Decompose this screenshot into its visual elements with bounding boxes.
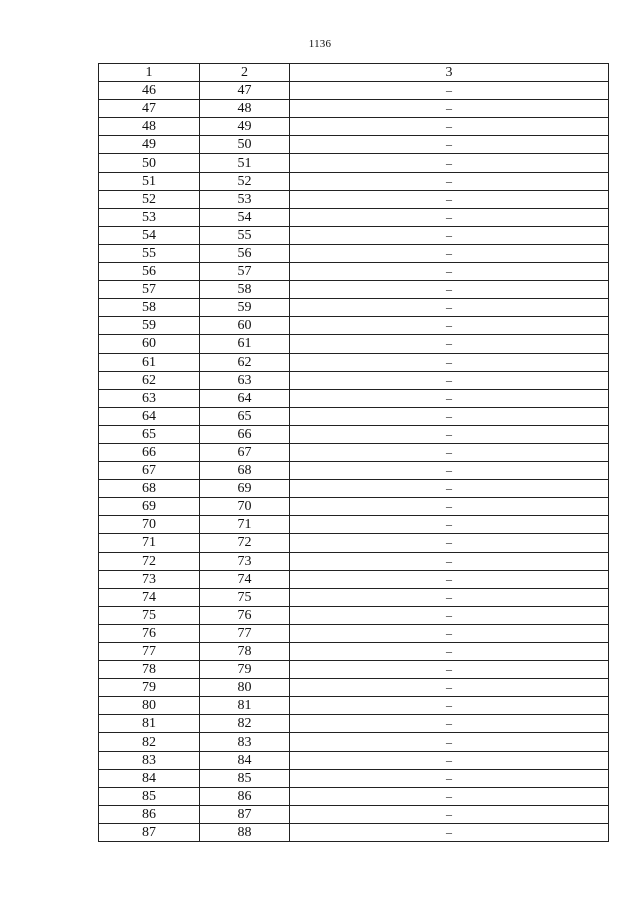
table-cell-col-1: 67 xyxy=(99,462,200,480)
table-cell-col-3: – xyxy=(290,588,609,606)
table-cell-col-2: 47 xyxy=(200,82,290,100)
table-row xyxy=(99,480,609,498)
table-cell-col-1: 53 xyxy=(99,208,200,226)
table-cell-col-1: 57 xyxy=(99,281,200,299)
table-row xyxy=(99,172,609,190)
table-header xyxy=(99,64,609,82)
table-cell-col-2: 60 xyxy=(200,317,290,335)
table-cell-col-1: 79 xyxy=(99,679,200,697)
table-cell-col-1: 51 xyxy=(99,172,200,190)
table-cell-col-3: – xyxy=(290,480,609,498)
table-cell-col-2: 88 xyxy=(200,823,290,841)
table-cell-col-1: 83 xyxy=(99,751,200,769)
table-cell-col-3: – xyxy=(290,679,609,697)
table-cell-col-2: 74 xyxy=(200,570,290,588)
table-row xyxy=(99,588,609,606)
table-row xyxy=(99,679,609,697)
table-row xyxy=(99,190,609,208)
table-cell-col-2: 73 xyxy=(200,552,290,570)
table-cell-col-2: 77 xyxy=(200,624,290,642)
column-header-3: 3 xyxy=(290,64,609,82)
table-row xyxy=(99,643,609,661)
table-row xyxy=(99,787,609,805)
table-row xyxy=(99,208,609,226)
table-cell-col-2: 87 xyxy=(200,805,290,823)
table-cell-col-1: 47 xyxy=(99,100,200,118)
table-cell-col-3: – xyxy=(290,805,609,823)
table-cell-col-3: – xyxy=(290,172,609,190)
table-cell-col-1: 84 xyxy=(99,769,200,787)
table-cell-col-3: – xyxy=(290,100,609,118)
table-cell-col-3: – xyxy=(290,208,609,226)
table-cell-col-1: 86 xyxy=(99,805,200,823)
table-cell-col-1: 76 xyxy=(99,624,200,642)
table-cell-col-1: 74 xyxy=(99,588,200,606)
table-cell-col-3: – xyxy=(290,299,609,317)
table-row xyxy=(99,498,609,516)
table-row xyxy=(99,244,609,262)
table-cell-col-2: 52 xyxy=(200,172,290,190)
table-cell-col-3: – xyxy=(290,462,609,480)
table-cell-col-3: – xyxy=(290,570,609,588)
table-cell-col-3: – xyxy=(290,226,609,244)
table-cell-col-1: 73 xyxy=(99,570,200,588)
table-cell-col-3: – xyxy=(290,407,609,425)
table-cell-col-3: – xyxy=(290,606,609,624)
table-cell-col-3: – xyxy=(290,353,609,371)
table-cell-col-3: – xyxy=(290,281,609,299)
table-cell-col-2: 56 xyxy=(200,244,290,262)
table-row xyxy=(99,697,609,715)
table-cell-col-3: – xyxy=(290,661,609,679)
table-row xyxy=(99,353,609,371)
table-row xyxy=(99,606,609,624)
table-cell-col-2: 61 xyxy=(200,335,290,353)
table-cell-col-3: – xyxy=(290,751,609,769)
table-cell-col-2: 57 xyxy=(200,263,290,281)
table-cell-col-1: 63 xyxy=(99,389,200,407)
table-cell-col-1: 69 xyxy=(99,498,200,516)
table-cell-col-1: 68 xyxy=(99,480,200,498)
table-cell-col-2: 55 xyxy=(200,226,290,244)
table-row xyxy=(99,118,609,136)
table-cell-col-2: 65 xyxy=(200,407,290,425)
table-cell-col-1: 71 xyxy=(99,534,200,552)
table-cell-col-3: – xyxy=(290,498,609,516)
table-cell-col-1: 60 xyxy=(99,335,200,353)
table-cell-col-2: 49 xyxy=(200,118,290,136)
table-row xyxy=(99,751,609,769)
table-row xyxy=(99,335,609,353)
header-row xyxy=(99,64,609,82)
table-cell-col-2: 76 xyxy=(200,606,290,624)
table-cell-col-3: – xyxy=(290,263,609,281)
table-row xyxy=(99,154,609,172)
table-cell-col-1: 50 xyxy=(99,154,200,172)
table-cell-col-2: 48 xyxy=(200,100,290,118)
table-row xyxy=(99,624,609,642)
table-cell-col-3: – xyxy=(290,643,609,661)
table-row xyxy=(99,570,609,588)
table-cell-col-2: 51 xyxy=(200,154,290,172)
table-cell-col-1: 52 xyxy=(99,190,200,208)
table-cell-col-3: – xyxy=(290,190,609,208)
table-cell-col-1: 81 xyxy=(99,715,200,733)
table-cell-col-2: 62 xyxy=(200,353,290,371)
table-cell-col-3: – xyxy=(290,244,609,262)
table-cell-col-2: 67 xyxy=(200,443,290,461)
table-cell-col-3: – xyxy=(290,624,609,642)
table-row xyxy=(99,534,609,552)
table-cell-col-2: 69 xyxy=(200,480,290,498)
table-cell-col-3: – xyxy=(290,823,609,841)
table-cell-col-3: – xyxy=(290,82,609,100)
table-cell-col-2: 75 xyxy=(200,588,290,606)
table-row xyxy=(99,263,609,281)
table-cell-col-1: 78 xyxy=(99,661,200,679)
table-cell-col-1: 61 xyxy=(99,353,200,371)
table-cell-col-1: 87 xyxy=(99,823,200,841)
table-cell-col-1: 75 xyxy=(99,606,200,624)
table-cell-col-1: 64 xyxy=(99,407,200,425)
table-cell-col-3: – xyxy=(290,769,609,787)
table-cell-col-2: 86 xyxy=(200,787,290,805)
table-row xyxy=(99,100,609,118)
table-cell-col-3: – xyxy=(290,136,609,154)
table-cell-col-2: 81 xyxy=(200,697,290,715)
table-cell-col-1: 66 xyxy=(99,443,200,461)
table-cell-col-1: 62 xyxy=(99,371,200,389)
table-row xyxy=(99,425,609,443)
table-row xyxy=(99,733,609,751)
table-cell-col-1: 55 xyxy=(99,244,200,262)
table-cell-col-2: 71 xyxy=(200,516,290,534)
table-cell-col-2: 50 xyxy=(200,136,290,154)
table-cell-col-3: – xyxy=(290,154,609,172)
table-row xyxy=(99,552,609,570)
table-cell-col-2: 72 xyxy=(200,534,290,552)
table-cell-col-1: 70 xyxy=(99,516,200,534)
table-cell-col-3: – xyxy=(290,317,609,335)
table-cell-col-3: – xyxy=(290,371,609,389)
table-row xyxy=(99,371,609,389)
table-row xyxy=(99,389,609,407)
data-table xyxy=(98,63,609,842)
table-cell-col-2: 63 xyxy=(200,371,290,389)
table-cell-col-3: – xyxy=(290,118,609,136)
table-cell-col-2: 85 xyxy=(200,769,290,787)
table-cell-col-2: 53 xyxy=(200,190,290,208)
table-row xyxy=(99,82,609,100)
table-row xyxy=(99,805,609,823)
table-cell-col-1: 56 xyxy=(99,263,200,281)
table-row xyxy=(99,715,609,733)
table-cell-col-1: 85 xyxy=(99,787,200,805)
table-row xyxy=(99,516,609,534)
table-cell-col-1: 65 xyxy=(99,425,200,443)
table-row xyxy=(99,769,609,787)
table-cell-col-3: – xyxy=(290,697,609,715)
table-cell-col-3: – xyxy=(290,787,609,805)
table-row xyxy=(99,317,609,335)
table-row xyxy=(99,281,609,299)
table-row xyxy=(99,407,609,425)
table-row xyxy=(99,823,609,841)
table-cell-col-1: 46 xyxy=(99,82,200,100)
table-cell-col-3: – xyxy=(290,389,609,407)
table-cell-col-2: 70 xyxy=(200,498,290,516)
table-cell-col-2: 78 xyxy=(200,643,290,661)
column-header-2: 2 xyxy=(200,64,290,82)
table-cell-col-1: 77 xyxy=(99,643,200,661)
table-cell-col-1: 54 xyxy=(99,226,200,244)
table-cell-col-2: 79 xyxy=(200,661,290,679)
table-cell-col-3: – xyxy=(290,516,609,534)
table-cell-col-3: – xyxy=(290,715,609,733)
table-cell-col-2: 68 xyxy=(200,462,290,480)
table-row xyxy=(99,443,609,461)
table-row xyxy=(99,462,609,480)
page-number: 1136 xyxy=(308,38,332,50)
table-cell-col-3: – xyxy=(290,425,609,443)
table-cell-col-3: – xyxy=(290,443,609,461)
table-cell-col-1: 82 xyxy=(99,733,200,751)
table-row xyxy=(99,136,609,154)
column-header-1: 1 xyxy=(99,64,200,82)
table-cell-col-3: – xyxy=(290,534,609,552)
table-cell-col-3: – xyxy=(290,552,609,570)
table-cell-col-2: 66 xyxy=(200,425,290,443)
table-cell-col-2: 82 xyxy=(200,715,290,733)
table-cell-col-2: 59 xyxy=(200,299,290,317)
table-cell-col-3: – xyxy=(290,733,609,751)
table-cell-col-1: 58 xyxy=(99,299,200,317)
table-cell-col-3: – xyxy=(290,335,609,353)
table-cell-col-2: 58 xyxy=(200,281,290,299)
table-cell-col-2: 80 xyxy=(200,679,290,697)
table-cell-col-1: 48 xyxy=(99,118,200,136)
table-cell-col-1: 80 xyxy=(99,697,200,715)
table-row xyxy=(99,299,609,317)
table-cell-col-1: 59 xyxy=(99,317,200,335)
table-cell-col-2: 54 xyxy=(200,208,290,226)
table-row xyxy=(99,226,609,244)
table-cell-col-1: 72 xyxy=(99,552,200,570)
table-cell-col-2: 83 xyxy=(200,733,290,751)
table-cell-col-2: 64 xyxy=(200,389,290,407)
table-cell-col-2: 84 xyxy=(200,751,290,769)
table-row xyxy=(99,661,609,679)
table-body xyxy=(99,82,609,842)
table-cell-col-1: 49 xyxy=(99,136,200,154)
